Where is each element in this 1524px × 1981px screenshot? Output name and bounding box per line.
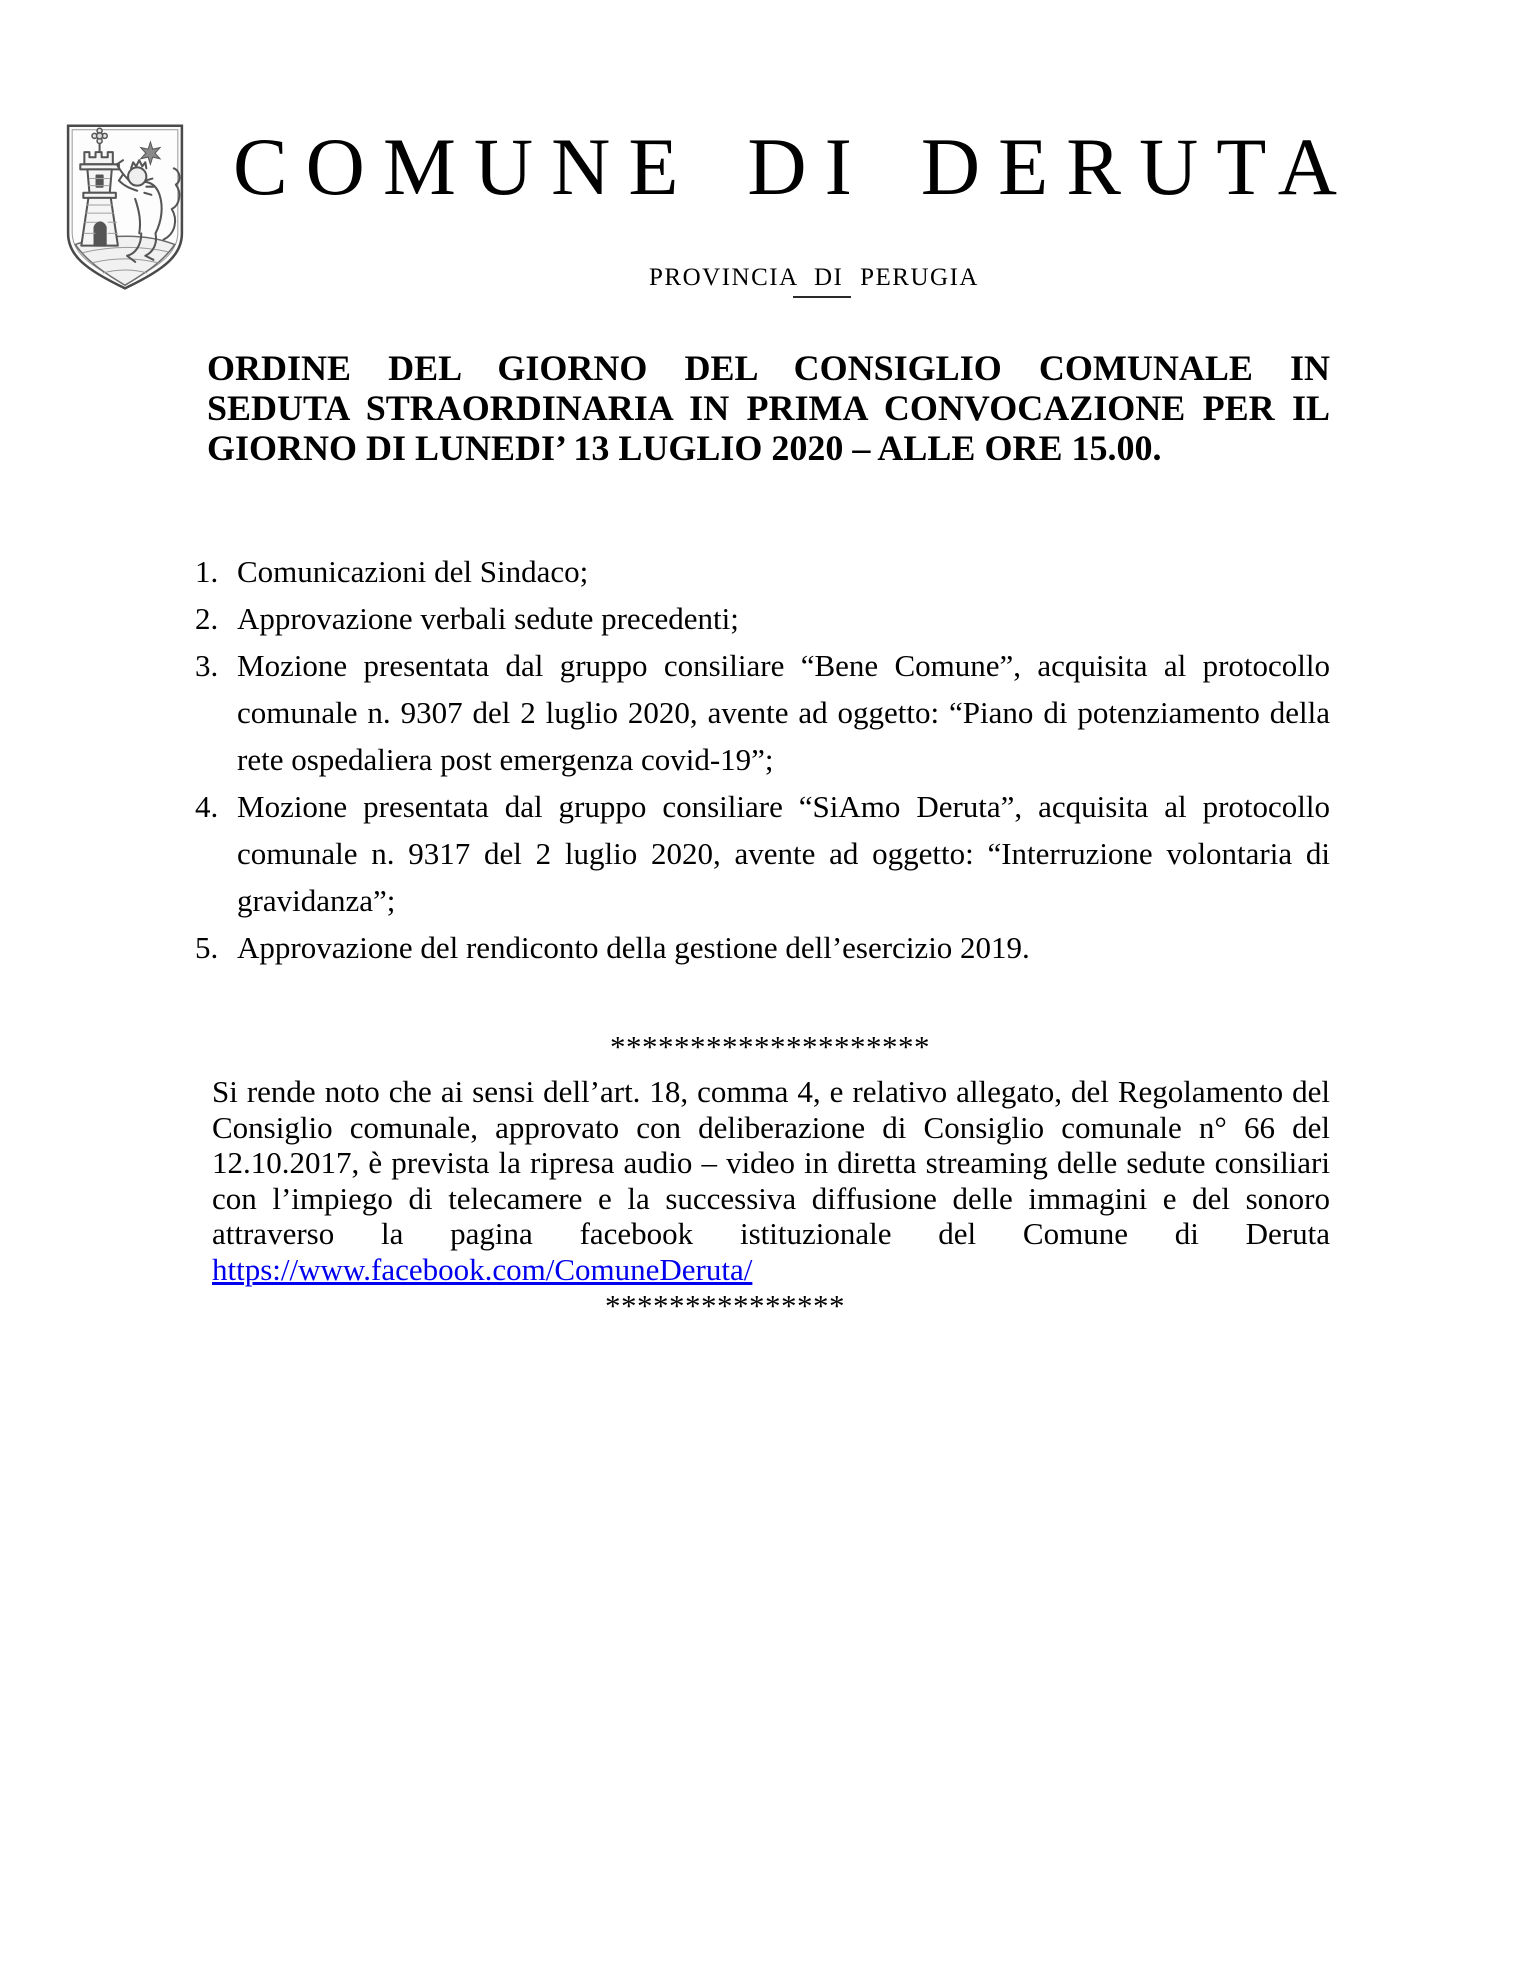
agenda-list [195,548,1330,971]
agenda-item-number: 5. [195,930,219,965]
agenda-item [195,595,1330,642]
agenda-item-number: 4. [195,789,219,824]
agenda-item-text: Approvazione del rendiconto della gestione dell’esercizio 2019. [237,930,1030,965]
agenda-heading-line-1: ORDINE DEL GIORNO DEL CONSIGLIO COMUNALE IN [207,348,1330,388]
agenda-item-text: Comunicazioni del Sindaco; [237,554,589,589]
agenda-item-text: Mozione presentata dal gruppo consiliare “Bene Comune”, acquisita al protocollo comunale n. 9307 del 2 luglio 2020, avente ad oggetto: “Piano di potenziamento della rete ospedaliera post emergenza covid-19”; [237,648,1330,777]
agenda-item-number: 3. [195,648,219,683]
agenda-item [195,924,1330,971]
asterisk-separator-bottom: *************** [605,1288,845,1323]
agenda-item [195,783,1330,924]
agenda-item-text: Approvazione verbali sedute precedenti; [237,601,739,636]
agenda-item [195,642,1330,783]
agenda-item-number: 1. [195,554,219,589]
agenda-heading [207,348,1330,468]
header-divider [793,296,851,298]
asterisk-separator-top: ******************** [610,1029,930,1064]
streaming-note-text: Si rende noto che ai sensi dell’art. 18, comma 4, e relativo allegato, del Regolamento del Consiglio comunale, approvato con deliberazione di Consiglio comunale n° 66 del 12.10.2017, è prevista la ripresa audio – video in diretta streaming delle sedute consiliari con l’impiego di telecamere e la successiva diffusione delle immagini e del sonoro attraverso la pagina facebook istituzionale del Comune di Deruta [212,1074,1330,1251]
agenda-heading-line-3: GIORNO DI LUNEDI’ 13 LUGLIO 2020 – ALLE ORE 15.00. [207,428,1162,468]
streaming-note [212,1074,1330,1287]
agenda-item-text: Mozione presentata dal gruppo consiliare “SiAmo Deruta”, acquisita al protocollo comunale n. 9317 del 2 luglio 2020, avente ad oggetto: “Interruzione volontaria di gravidanza”; [237,789,1330,918]
agenda-heading-line-2: SEDUTA STRAORDINARIA IN PRIMA CONVOCAZIONE PER IL [207,388,1330,428]
facebook-link[interactable]: https://www.facebook.com/ComuneDeruta/ [212,1251,753,1287]
coat-of-arms-emblem [62,118,188,296]
agenda-item [195,548,1330,595]
municipality-title: COMUNE DI DERUTA [232,121,1356,212]
province-subtitle: PROVINCIA DI PERUGIA [649,264,979,291]
agenda-item-number: 2. [195,601,219,636]
